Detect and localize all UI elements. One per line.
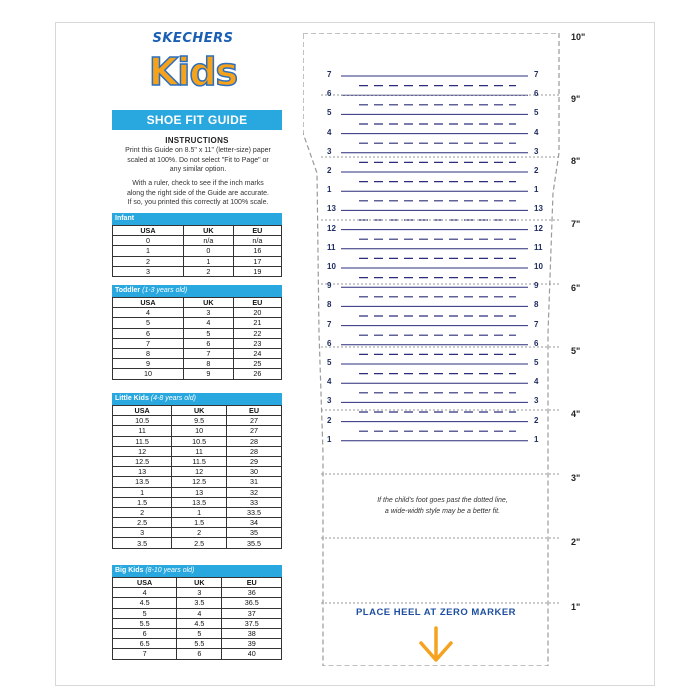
table-row bbox=[113, 639, 282, 649]
table-cell: 33.5 bbox=[227, 507, 282, 517]
size-mark-left: 4 bbox=[327, 377, 332, 387]
table-row bbox=[113, 338, 282, 348]
column-header: EU bbox=[233, 226, 281, 236]
table-cell: 22 bbox=[233, 328, 281, 338]
measuring-strip bbox=[303, 33, 568, 666]
table-cell: 6 bbox=[177, 649, 222, 659]
column-header: USA bbox=[113, 298, 184, 308]
table-cell: 1 bbox=[183, 256, 233, 266]
table-title-text: Toddler bbox=[115, 287, 141, 294]
size-table-little-kids bbox=[112, 393, 282, 549]
note-line: a wide-width style may be a better fit. bbox=[384, 508, 501, 515]
table-row bbox=[113, 497, 282, 507]
size-mark-left: 1 bbox=[327, 185, 332, 195]
size-table-big-kids bbox=[112, 565, 282, 660]
table-cell: 35.5 bbox=[227, 538, 282, 548]
table-cell: 39 bbox=[222, 639, 282, 649]
size-mark-right: 4 bbox=[534, 127, 539, 137]
table-cell: 27 bbox=[227, 426, 282, 436]
table-cell: n/a bbox=[183, 236, 233, 246]
table-row bbox=[113, 236, 282, 246]
size-mark-right: 2 bbox=[534, 166, 539, 175]
table-row bbox=[113, 246, 282, 256]
table-cell: 3.5 bbox=[113, 538, 172, 548]
table-cell: 38 bbox=[222, 628, 282, 638]
table-cell: 3.5 bbox=[177, 598, 222, 608]
size-mark-right: 8 bbox=[534, 300, 539, 310]
table-cell: 4 bbox=[113, 588, 177, 598]
column-header: USA bbox=[113, 226, 184, 236]
table-cell: 2.5 bbox=[113, 518, 172, 528]
size-mark-right: 4 bbox=[534, 377, 539, 387]
size-mark-left: 3 bbox=[327, 396, 332, 406]
strip-outline bbox=[303, 33, 559, 666]
inch-mark: 8" bbox=[571, 156, 581, 166]
table-cell: 11.5 bbox=[172, 456, 227, 466]
table-cell: 8 bbox=[183, 359, 233, 369]
table-cell: 9.5 bbox=[172, 416, 227, 426]
size-mark-left: 2 bbox=[327, 166, 332, 175]
heel-instruction: PLACE HEEL AT ZERO MARKER bbox=[355, 607, 517, 618]
table-cell: 8 bbox=[113, 348, 184, 358]
inch-mark: 1" bbox=[571, 602, 581, 612]
table-cell: 28 bbox=[227, 436, 282, 446]
table-cell: 40 bbox=[222, 649, 282, 659]
inch-mark: 7" bbox=[571, 219, 581, 229]
table-header-row bbox=[113, 578, 282, 588]
size-mark-right: 5 bbox=[534, 108, 539, 118]
size-mark-right: 3 bbox=[534, 146, 539, 156]
table-cell: 2.5 bbox=[172, 538, 227, 548]
table-cell: 6 bbox=[113, 628, 177, 638]
table-cell: 37 bbox=[222, 608, 282, 618]
table-header-row bbox=[113, 406, 282, 416]
size-mark-right: 1 bbox=[534, 185, 539, 195]
skechers-logo: SKECHERS bbox=[152, 31, 234, 46]
table-title-text: Little Kids bbox=[115, 395, 149, 402]
instructions-paragraph-1 bbox=[110, 146, 286, 175]
table-header-row bbox=[113, 226, 282, 236]
table-row bbox=[113, 359, 282, 369]
size-mark-right: 7 bbox=[534, 70, 539, 79]
table-cell: 4.5 bbox=[177, 618, 222, 628]
instructions-line: With a ruler, check to see if the inch marks bbox=[132, 180, 264, 187]
table-row bbox=[113, 538, 282, 548]
table-cell: 35 bbox=[227, 528, 282, 538]
table-cell: 11 bbox=[113, 426, 172, 436]
table-row bbox=[113, 416, 282, 426]
instructions-line: any similar option. bbox=[169, 166, 227, 173]
column-header: UK bbox=[177, 578, 222, 588]
instructions-line: Print this Guide on 8.5" x 11" (letter-size) paper bbox=[125, 147, 271, 154]
table-row bbox=[113, 649, 282, 659]
table-cell: 1 bbox=[113, 246, 184, 256]
table-row bbox=[113, 588, 282, 598]
table-cell: 5 bbox=[177, 628, 222, 638]
guide-title: SHOE FIT GUIDE bbox=[112, 110, 282, 130]
table-cell: 11 bbox=[172, 446, 227, 456]
table-cell: 7 bbox=[113, 338, 184, 348]
table-cell: 6 bbox=[183, 338, 233, 348]
table-cell: 3 bbox=[113, 266, 184, 276]
table-cell: 2 bbox=[113, 256, 184, 266]
wide-width-note bbox=[345, 495, 540, 517]
table-age-range: (4-8 years old) bbox=[150, 395, 196, 402]
size-mark-left: 1 bbox=[327, 434, 332, 444]
size-mark-left: 7 bbox=[327, 319, 332, 329]
inch-mark: 9" bbox=[571, 94, 581, 104]
table-cell: 3 bbox=[183, 308, 233, 318]
table-cell: 7 bbox=[113, 649, 177, 659]
table-cell: 10 bbox=[113, 369, 184, 379]
table-cell: 1 bbox=[113, 487, 172, 497]
table-title bbox=[112, 213, 282, 225]
size-mark-left: 3 bbox=[327, 146, 332, 156]
column-header: USA bbox=[113, 578, 177, 588]
table-cell: 5 bbox=[113, 318, 184, 328]
table-cell: 12 bbox=[172, 467, 227, 477]
table-age-range: (1-3 years old) bbox=[142, 287, 188, 294]
table-cell: 10.5 bbox=[172, 436, 227, 446]
column-header: EU bbox=[227, 406, 282, 416]
table-cell: 6 bbox=[113, 328, 184, 338]
table-cell: 23 bbox=[233, 338, 281, 348]
size-mark-right: 11 bbox=[534, 242, 543, 252]
size-table-infant bbox=[112, 213, 282, 277]
table-cell: 29 bbox=[227, 456, 282, 466]
size-mark-right: 9 bbox=[534, 281, 539, 291]
kids-logo: Kids bbox=[148, 50, 238, 94]
table-row bbox=[113, 507, 282, 517]
instructions-paragraph-2 bbox=[110, 179, 286, 208]
column-header: UK bbox=[183, 298, 233, 308]
size-mark-left: 7 bbox=[327, 70, 332, 79]
table-cell: 36.5 bbox=[222, 598, 282, 608]
note-line: If the child's foot goes past the dotted line, bbox=[377, 497, 508, 504]
column-header: EU bbox=[233, 298, 281, 308]
table-row bbox=[113, 308, 282, 318]
table-age-range: (8-10 years old) bbox=[145, 567, 195, 574]
table-cell: 1.5 bbox=[172, 518, 227, 528]
table-row bbox=[113, 328, 282, 338]
table-cell: 13.5 bbox=[172, 497, 227, 507]
table-row bbox=[113, 518, 282, 528]
table-cell: 31 bbox=[227, 477, 282, 487]
size-table-toddler bbox=[112, 285, 282, 380]
table-cell: 0 bbox=[113, 236, 184, 246]
table-cell: 4 bbox=[113, 308, 184, 318]
size-mark-left: 6 bbox=[327, 89, 332, 99]
table-cell: 25 bbox=[233, 359, 281, 369]
size-mark-right: 2 bbox=[534, 415, 539, 425]
table-cell: 30 bbox=[227, 467, 282, 477]
table-title bbox=[112, 565, 282, 577]
table-row bbox=[113, 528, 282, 538]
table-cell: 1.5 bbox=[113, 497, 172, 507]
table-cell: 3 bbox=[177, 588, 222, 598]
table-cell: 4 bbox=[177, 608, 222, 618]
column-header: UK bbox=[172, 406, 227, 416]
inch-mark: 10" bbox=[571, 32, 586, 42]
table-title bbox=[112, 285, 282, 297]
table-cell: 1 bbox=[172, 507, 227, 517]
instructions-line: If so, you printed this correctly at 100% scale. bbox=[127, 199, 269, 206]
table-cell: 10.5 bbox=[113, 416, 172, 426]
size-mark-left: 9 bbox=[327, 281, 332, 291]
table-title-text: Infant bbox=[115, 215, 135, 222]
table-row bbox=[113, 477, 282, 487]
column-header: UK bbox=[183, 226, 233, 236]
inch-mark: 3" bbox=[571, 473, 581, 483]
table-cell: 37.5 bbox=[222, 618, 282, 628]
table-cell: 17 bbox=[233, 256, 281, 266]
table-row bbox=[113, 598, 282, 608]
table-row bbox=[113, 618, 282, 628]
table-cell: 12.5 bbox=[113, 456, 172, 466]
size-mark-right: 6 bbox=[534, 338, 539, 348]
inch-mark: 6" bbox=[571, 283, 581, 293]
size-mark-left: 13 bbox=[327, 204, 336, 214]
table-row bbox=[113, 446, 282, 456]
table-cell: 4 bbox=[183, 318, 233, 328]
table-cell: 5.5 bbox=[177, 639, 222, 649]
table-cell: 20 bbox=[233, 308, 281, 318]
size-mark-right: 1 bbox=[534, 434, 539, 444]
table-cell: 36 bbox=[222, 588, 282, 598]
inch-mark: 4" bbox=[571, 409, 581, 419]
size-mark-left: 6 bbox=[327, 338, 332, 348]
size-mark-right: 7 bbox=[534, 319, 539, 329]
size-mark-left: 5 bbox=[327, 108, 332, 118]
table-cell: 21 bbox=[233, 318, 281, 328]
inch-mark: 5" bbox=[571, 346, 581, 356]
table-cell: 28 bbox=[227, 446, 282, 456]
table-row bbox=[113, 426, 282, 436]
table-cell: 13 bbox=[172, 487, 227, 497]
table-cell: 19 bbox=[233, 266, 281, 276]
table-row bbox=[113, 628, 282, 638]
table-row bbox=[113, 256, 282, 266]
table-row bbox=[113, 467, 282, 477]
table-cell: 12 bbox=[113, 446, 172, 456]
size-mark-right: 10 bbox=[534, 262, 543, 271]
table-cell: 10 bbox=[172, 426, 227, 436]
table-cell: 34 bbox=[227, 518, 282, 528]
table-cell: 5 bbox=[183, 328, 233, 338]
size-mark-left: 4 bbox=[327, 127, 332, 137]
table-cell: 2 bbox=[183, 266, 233, 276]
table-row bbox=[113, 456, 282, 466]
table-cell: 9 bbox=[183, 369, 233, 379]
table-cell: 3 bbox=[113, 528, 172, 538]
size-mark-right: 5 bbox=[534, 358, 539, 367]
table-cell: 12.5 bbox=[172, 477, 227, 487]
instructions-line: along the right side of the Guide are accurate. bbox=[126, 189, 270, 197]
size-mark-left: 8 bbox=[327, 300, 332, 310]
table-cell: 26 bbox=[233, 369, 281, 379]
table-cell: 0 bbox=[183, 246, 233, 256]
table-cell: 5.5 bbox=[113, 618, 177, 628]
table-header-row bbox=[113, 298, 282, 308]
table-cell: 16 bbox=[233, 246, 281, 256]
table-cell: 7 bbox=[183, 348, 233, 358]
table-cell: 13.5 bbox=[113, 477, 172, 487]
table-cell: 33 bbox=[227, 497, 282, 507]
table-cell: n/a bbox=[233, 236, 281, 246]
column-header: USA bbox=[113, 406, 172, 416]
table-row bbox=[113, 266, 282, 276]
table-cell: 27 bbox=[227, 416, 282, 426]
size-mark-left: 5 bbox=[327, 358, 332, 367]
column-header: EU bbox=[222, 578, 282, 588]
table-cell: 6.5 bbox=[113, 639, 177, 649]
table-cell: 5 bbox=[113, 608, 177, 618]
table-row bbox=[113, 369, 282, 379]
table-cell: 9 bbox=[113, 359, 184, 369]
table-cell: 2 bbox=[172, 528, 227, 538]
table-row bbox=[113, 348, 282, 358]
inch-mark: 2" bbox=[571, 537, 581, 547]
table-row bbox=[113, 608, 282, 618]
size-mark-right: 3 bbox=[534, 396, 539, 406]
table-cell: 4.5 bbox=[113, 598, 177, 608]
size-mark-left: 2 bbox=[327, 415, 332, 425]
table-cell: 2 bbox=[113, 507, 172, 517]
size-mark-left: 10 bbox=[327, 262, 336, 271]
table-row bbox=[113, 436, 282, 446]
table-title-text: Big Kids bbox=[115, 567, 144, 574]
table-title bbox=[112, 393, 282, 405]
instructions-line: scaled at 100%. Do not select "Fit to Page" or bbox=[127, 156, 269, 164]
instructions-title: INSTRUCTIONS bbox=[165, 136, 229, 145]
table-row bbox=[113, 318, 282, 328]
size-mark-left: 12 bbox=[327, 223, 336, 233]
table-cell: 13 bbox=[113, 467, 172, 477]
size-mark-right: 12 bbox=[534, 223, 543, 233]
size-mark-right: 6 bbox=[534, 89, 539, 99]
size-mark-right: 13 bbox=[534, 204, 543, 214]
table-row bbox=[113, 487, 282, 497]
table-cell: 32 bbox=[227, 487, 282, 497]
table-cell: 11.5 bbox=[113, 436, 172, 446]
table-cell: 24 bbox=[233, 348, 281, 358]
size-mark-left: 11 bbox=[327, 242, 336, 252]
